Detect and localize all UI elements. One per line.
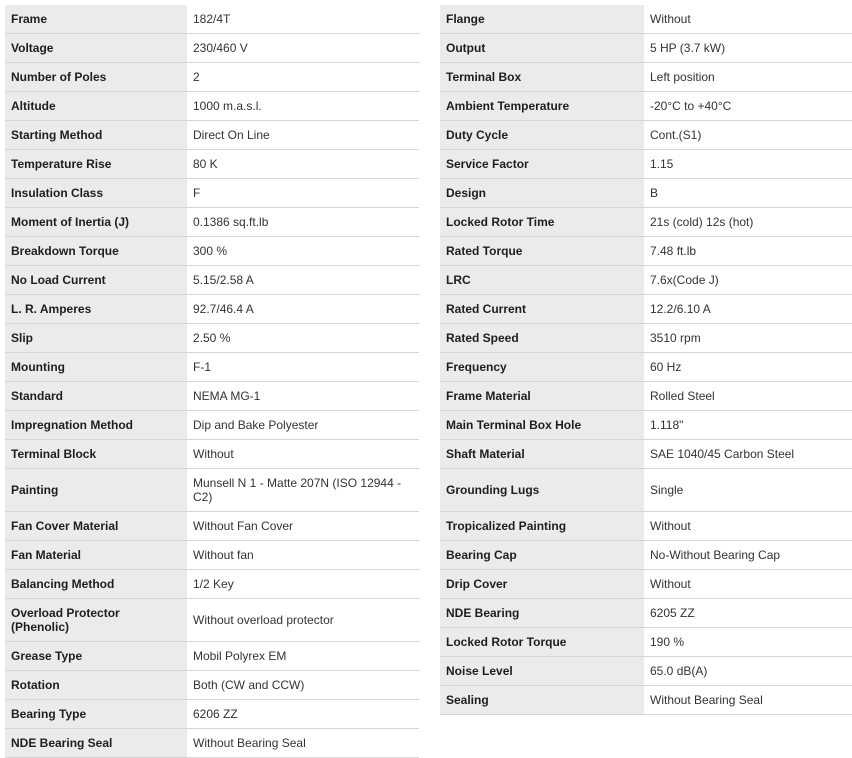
spec-row [5,179,419,208]
spec-table-right [440,5,852,715]
spec-label: Grounding Lugs [440,469,644,512]
spec-label: LRC [440,266,644,295]
spec-label: Breakdown Torque [5,237,187,266]
spec-label: Bearing Type [5,700,187,729]
spec-value: NEMA MG-1 [187,382,419,411]
spec-row [5,642,419,671]
spec-label: Tropicalized Painting [440,512,644,541]
spec-row [5,295,419,324]
spec-value: 182/4T [187,5,419,34]
spec-label: Bearing Cap [440,541,644,570]
spec-value: Munsell N 1 - Matte 207N (ISO 12944 - C2) [187,469,419,512]
spec-row [5,121,419,150]
spec-label: Terminal Box [440,63,644,92]
spec-value: F-1 [187,353,419,382]
spec-row [440,150,852,179]
spec-value: Mobil Polyrex EM [187,642,419,671]
spec-label: Drip Cover [440,570,644,599]
spec-row [5,353,419,382]
spec-value: 300 % [187,237,419,266]
spec-value: 3510 rpm [644,324,852,353]
spec-label: NDE Bearing Seal [5,729,187,758]
spec-row [440,5,852,34]
spec-value: 60 Hz [644,353,852,382]
spec-label: Balancing Method [5,570,187,599]
spec-label: Rated Speed [440,324,644,353]
spec-row [5,92,419,121]
spec-value: Cont.(S1) [644,121,852,150]
spec-row [440,92,852,121]
spec-row [5,5,419,34]
spec-value: Without [644,570,852,599]
spec-value: SAE 1040/45 Carbon Steel [644,440,852,469]
spec-value: 1.118" [644,411,852,440]
spec-table-left [5,5,419,758]
spec-label: Frame Material [440,382,644,411]
spec-label: Locked Rotor Time [440,208,644,237]
spec-label: Slip [5,324,187,353]
spec-row [5,266,419,295]
spec-value: Dip and Bake Polyester [187,411,419,440]
spec-value: Without Bearing Seal [644,686,852,715]
spec-label: Moment of Inertia (J) [5,208,187,237]
spec-value: 6205 ZZ [644,599,852,628]
spec-row [5,440,419,469]
spec-label: Terminal Block [5,440,187,469]
spec-row [5,570,419,599]
spec-value: 0.1386 sq.ft.lb [187,208,419,237]
spec-value: 65.0 dB(A) [644,657,852,686]
spec-value: 1/2 Key [187,570,419,599]
spec-row [440,628,852,657]
spec-value: 2.50 % [187,324,419,353]
spec-value: 21s (cold) 12s (hot) [644,208,852,237]
spec-row [440,324,852,353]
spec-value: 92.7/46.4 A [187,295,419,324]
spec-label: Temperature Rise [5,150,187,179]
spec-label: Fan Material [5,541,187,570]
spec-row [5,469,419,512]
spec-label: Main Terminal Box Hole [440,411,644,440]
spec-label: Service Factor [440,150,644,179]
spec-value: -20°C to +40°C [644,92,852,121]
spec-row [5,237,419,266]
spec-label: L. R. Amperes [5,295,187,324]
spec-label: Altitude [5,92,187,121]
spec-label: Painting [5,469,187,512]
spec-value: Without Fan Cover [187,512,419,541]
spec-row [440,512,852,541]
spec-label: Duty Cycle [440,121,644,150]
spec-value: Both (CW and CCW) [187,671,419,700]
spec-row [440,266,852,295]
spec-label: Grease Type [5,642,187,671]
spec-row [440,469,852,512]
spec-row [440,353,852,382]
spec-value: Without overload protector [187,599,419,642]
spec-label: Frequency [440,353,644,382]
spec-label: Design [440,179,644,208]
spec-value: 5 HP (3.7 kW) [644,34,852,63]
spec-value: 80 K [187,150,419,179]
spec-row [5,382,419,411]
spec-row [5,34,419,63]
spec-label: Rated Torque [440,237,644,266]
spec-row [5,150,419,179]
spec-label: Noise Level [440,657,644,686]
spec-label: Locked Rotor Torque [440,628,644,657]
spec-value: 5.15/2.58 A [187,266,419,295]
spec-label: Frame [5,5,187,34]
spec-value: 7.48 ft.lb [644,237,852,266]
spec-row [5,599,419,642]
spec-value: Without [644,5,852,34]
spec-row [5,411,419,440]
spec-row [5,63,419,92]
spec-label: Impregnation Method [5,411,187,440]
spec-value: 230/460 V [187,34,419,63]
spec-row [440,179,852,208]
spec-label: Fan Cover Material [5,512,187,541]
spec-label: Number of Poles [5,63,187,92]
spec-label: Standard [5,382,187,411]
spec-row [5,324,419,353]
spec-value: 1.15 [644,150,852,179]
spec-row [440,599,852,628]
spec-value: No-Without Bearing Cap [644,541,852,570]
spec-label: Mounting [5,353,187,382]
spec-row [440,440,852,469]
spec-row [440,686,852,715]
spec-value: Without fan [187,541,419,570]
spec-label: Rotation [5,671,187,700]
spec-label: Insulation Class [5,179,187,208]
spec-value: 12.2/6.10 A [644,295,852,324]
spec-row [440,237,852,266]
spec-value: Without Bearing Seal [187,729,419,758]
spec-row [5,512,419,541]
spec-value: 1000 m.a.s.l. [187,92,419,121]
spec-row [440,382,852,411]
spec-label: Rated Current [440,295,644,324]
spec-row [440,570,852,599]
spec-value: Rolled Steel [644,382,852,411]
spec-value: Without [644,512,852,541]
spec-row [5,700,419,729]
spec-value: 190 % [644,628,852,657]
spec-value: Without [187,440,419,469]
spec-row [5,541,419,570]
spec-value: B [644,179,852,208]
spec-row [5,208,419,237]
spec-row [440,63,852,92]
spec-value: F [187,179,419,208]
spec-label: Voltage [5,34,187,63]
spec-label: Overload Protector (Phenolic) [5,599,187,642]
spec-row [5,671,419,700]
spec-row [440,121,852,150]
spec-row [440,657,852,686]
spec-value: 6206 ZZ [187,700,419,729]
spec-label: No Load Current [5,266,187,295]
spec-label: Ambient Temperature [440,92,644,121]
spec-label: Starting Method [5,121,187,150]
spec-label: Output [440,34,644,63]
spec-value: Single [644,469,852,512]
spec-row [440,208,852,237]
spec-row [440,541,852,570]
spec-label: NDE Bearing [440,599,644,628]
spec-label: Sealing [440,686,644,715]
spec-value: 7.6x(Code J) [644,266,852,295]
spec-label: Flange [440,5,644,34]
spec-label: Shaft Material [440,440,644,469]
spec-value: 2 [187,63,419,92]
spec-value: Direct On Line [187,121,419,150]
spec-value: Left position [644,63,852,92]
spec-row [5,729,419,758]
spec-row [440,295,852,324]
spec-row [440,411,852,440]
spec-row [440,34,852,63]
